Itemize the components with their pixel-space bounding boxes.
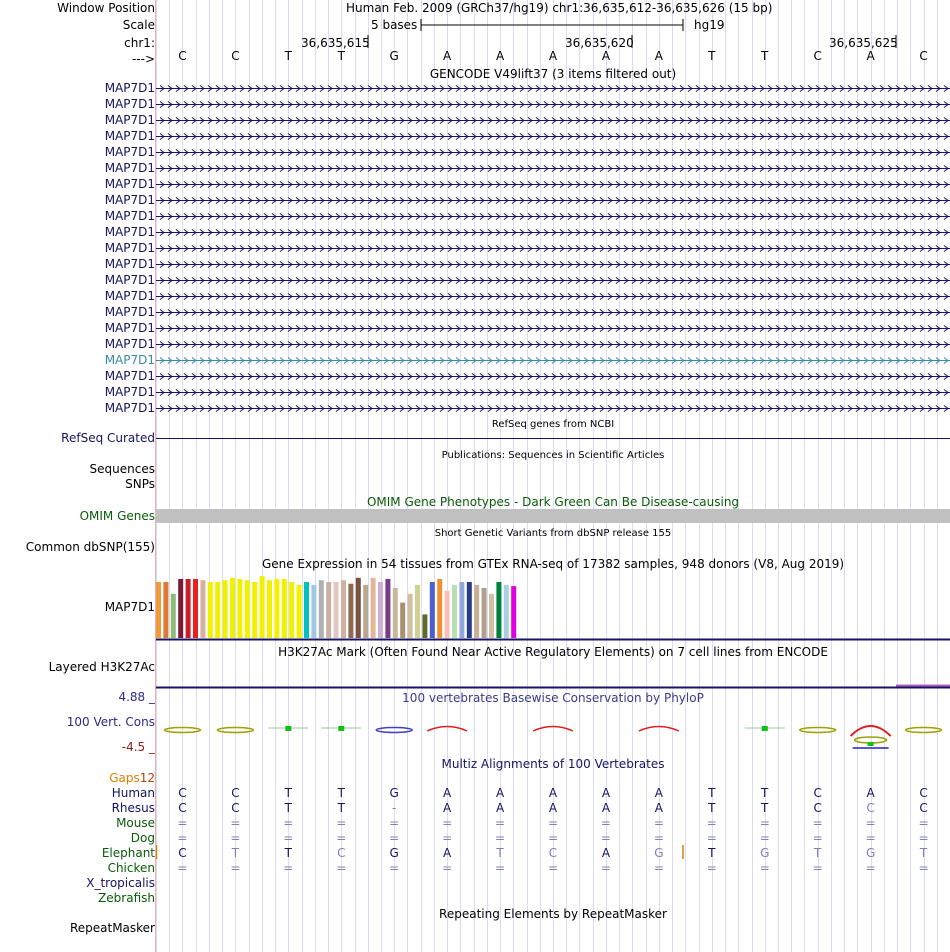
- multiz-aligned-base: =: [547, 831, 559, 845]
- multiz-aligned-base: T: [813, 846, 822, 860]
- multiz-aligned-base: C: [919, 801, 928, 815]
- multiz-aligned-base: =: [336, 831, 347, 845]
- multiz-aligned-base: =: [706, 816, 717, 830]
- multiz-aligned-base: =: [389, 831, 400, 845]
- multiz-aligned-base: G: [654, 846, 664, 860]
- conservation-max-label: 4.88 _: [118, 690, 155, 704]
- gencode-gene-label[interactable]: MAP7D1: [104, 401, 155, 415]
- multiz-aligned-base: =: [495, 831, 506, 845]
- multiz-aligned-base: =: [283, 831, 294, 845]
- reference-base: A: [654, 49, 663, 63]
- multiz-aligned-base: A: [443, 846, 452, 860]
- multiz-aligned-base: A: [495, 801, 505, 815]
- multiz-aligned-base: =: [759, 816, 770, 830]
- multiz-aligned-base: T: [708, 846, 716, 860]
- sequences-track-label[interactable]: Sequences: [89, 462, 155, 476]
- multiz-aligned-base: A: [548, 786, 558, 800]
- gencode-gene-label[interactable]: MAP7D1: [104, 305, 155, 319]
- gencode-gene-label[interactable]: MAP7D1: [104, 273, 155, 287]
- multiz-aligned-base: T: [284, 846, 292, 860]
- dbsnp-track-title: Short Genetic Variants from dbSNP release 155: [434, 528, 672, 539]
- multiz-aligned-base: A: [495, 786, 505, 800]
- multiz-aligned-base: C: [178, 846, 187, 860]
- multiz-aligned-base: =: [759, 831, 770, 845]
- multiz-aligned-base: A: [443, 801, 452, 815]
- refseq-track-label[interactable]: RefSeq Curated: [61, 431, 155, 445]
- multiz-aligned-base: T: [284, 786, 292, 800]
- omim-gene-bar[interactable]: [156, 509, 950, 523]
- multiz-aligned-base: A: [654, 786, 663, 800]
- multiz-species-label: Chicken: [107, 861, 155, 875]
- multiz-aligned-base: =: [177, 816, 188, 830]
- multiz-species-label: X_tropicalis: [86, 876, 155, 890]
- multiz-species-label: Dog: [130, 831, 155, 845]
- multiz-aligned-base: A: [443, 786, 452, 800]
- multiz-aligned-base: T: [337, 786, 345, 800]
- multiz-aligned-base: =: [812, 861, 823, 875]
- multiz-aligned-base: =: [865, 816, 876, 830]
- multiz-aligned-base: =: [706, 831, 717, 845]
- multiz-aligned-base: =: [230, 816, 241, 830]
- multiz-species-label: Rhesus: [111, 801, 155, 815]
- multiz-aligned-base: T: [337, 801, 345, 815]
- conservation-track-label[interactable]: 100 Vert. Cons: [66, 715, 155, 729]
- gencode-gene-label[interactable]: MAP7D1: [104, 145, 155, 159]
- repeatmasker-track-label[interactable]: RepeatMasker: [69, 921, 155, 935]
- multiz-aligned-base: =: [706, 861, 717, 875]
- gencode-gene-label[interactable]: MAP7D1: [104, 161, 155, 175]
- reference-base: C: [178, 49, 187, 63]
- gaps-label-text: Gaps: [109, 771, 140, 785]
- reference-base: A: [548, 49, 558, 63]
- publications-track-title: Publications: Sequences in Scientific Articles: [441, 450, 665, 461]
- reference-base: T: [708, 49, 716, 63]
- multiz-aligned-base: =: [495, 816, 506, 830]
- multiz-aligned-base: =: [918, 861, 929, 875]
- multiz-species-label: Zebrafish: [98, 891, 155, 905]
- omim-track-title: OMIM Gene Phenotypes - Dark Green Can Be Disease-causing: [366, 495, 740, 509]
- multiz-aligned-base: =: [389, 861, 400, 875]
- multiz-aligned-base: =: [177, 861, 188, 875]
- conservation-track-title: 100 vertebrates Basewise Conservation by PhyloP: [402, 691, 704, 705]
- gaps-label: [109, 771, 155, 785]
- multiz-aligned-base: =: [547, 861, 559, 875]
- reference-base: C: [231, 49, 240, 63]
- multiz-aligned-base: G: [760, 846, 770, 860]
- multiz-aligned-base: =: [865, 861, 876, 875]
- gtex-track-label[interactable]: MAP7D1: [104, 600, 155, 614]
- gencode-gene-label[interactable]: MAP7D1: [104, 353, 155, 367]
- gencode-gene-label[interactable]: MAP7D1: [104, 241, 155, 255]
- conservation-min-label: -4.5 _: [121, 740, 155, 754]
- gencode-gene-label[interactable]: MAP7D1: [104, 257, 155, 271]
- multiz-aligned-base: =: [600, 831, 611, 845]
- multiz-aligned-base: =: [230, 861, 241, 875]
- multiz-aligned-base: C: [813, 786, 822, 800]
- multiz-aligned-base: T: [284, 801, 292, 815]
- multiz-aligned-base: =: [336, 816, 347, 830]
- multiz-aligned-base: T: [761, 801, 769, 815]
- gencode-gene-label[interactable]: MAP7D1: [104, 81, 155, 95]
- multiz-aligned-base: =: [865, 831, 876, 845]
- multiz-aligned-base: =: [177, 831, 188, 845]
- multiz-aligned-base: A: [601, 786, 611, 800]
- reference-base: G: [389, 49, 399, 63]
- multiz-aligned-base: G: [389, 846, 399, 860]
- multiz-aligned-base: C: [548, 846, 558, 860]
- multiz-aligned-base: A: [548, 801, 558, 815]
- multiz-aligned-base: T: [919, 846, 928, 860]
- multiz-aligned-base: T: [708, 801, 716, 815]
- gencode-gene-label[interactable]: MAP7D1: [104, 129, 155, 143]
- multiz-species-label: Elephant: [101, 846, 155, 860]
- scale-label: Scale: [122, 18, 155, 32]
- h3k27ac-track-title: H3K27Ac Mark (Often Found Near Active Regulatory Elements) on 7 cell lines from ENCODE: [278, 645, 828, 659]
- reference-base: A: [443, 49, 452, 63]
- multiz-aligned-base: =: [653, 816, 664, 830]
- multiz-aligned-base: =: [389, 816, 400, 830]
- multiz-aligned-base: =: [812, 816, 823, 830]
- reference-base: A: [601, 49, 611, 63]
- track-display-area[interactable]: [156, 0, 950, 952]
- gencode-gene-label[interactable]: MAP7D1: [104, 321, 155, 335]
- reference-base: T: [284, 49, 292, 63]
- gencode-gene-label[interactable]: MAP7D1: [104, 177, 155, 191]
- gencode-gene-label[interactable]: MAP7D1: [104, 225, 155, 239]
- multiz-aligned-base: C: [231, 801, 240, 815]
- coord-tick-label: 36,635,615: [301, 36, 370, 50]
- window-position-text: Human Feb. 2009 (GRCh37/hg19) chr1:36,635,612-36,635,626 (15 bp): [346, 1, 773, 15]
- multiz-aligned-base: C: [231, 786, 240, 800]
- reference-base: T: [761, 49, 769, 63]
- multiz-aligned-base: =: [547, 816, 559, 830]
- multiz-track-title: Multiz Alignments of 100 Vertebrates: [441, 757, 665, 771]
- gencode-gene-label[interactable]: MAP7D1: [104, 97, 155, 111]
- multiz-aligned-base: T: [496, 846, 504, 860]
- multiz-aligned-base: =: [283, 861, 294, 875]
- chrom-label: chr1:: [124, 36, 155, 50]
- multiz-species-label: Mouse: [116, 816, 155, 830]
- multiz-aligned-base: =: [495, 861, 506, 875]
- gencode-track-title: GENCODE V49lift37 (3 items filtered out): [429, 67, 677, 81]
- multiz-aligned-base: =: [442, 861, 453, 875]
- multiz-aligned-base: T: [708, 786, 716, 800]
- scale-assembly-text: hg19: [694, 18, 725, 32]
- multiz-aligned-base: =: [230, 831, 241, 845]
- multiz-aligned-base: C: [178, 801, 187, 815]
- window-position-label: Window Position: [57, 1, 155, 15]
- multiz-species-label: Human: [111, 786, 155, 800]
- multiz-aligned-base: =: [442, 831, 453, 845]
- multiz-aligned-base: C: [866, 801, 875, 815]
- multiz-aligned-base: =: [283, 816, 294, 830]
- multiz-aligned-base: G: [865, 846, 876, 860]
- snps-track-label[interactable]: SNPs: [125, 477, 155, 491]
- gencode-gene-label[interactable]: MAP7D1: [104, 337, 155, 351]
- multiz-aligned-base: =: [336, 861, 347, 875]
- coord-tick-label: 36,635,620: [565, 36, 634, 50]
- multiz-aligned-base: =: [653, 831, 664, 845]
- gencode-gene-label[interactable]: MAP7D1: [104, 385, 155, 399]
- repeatmasker-track-title: Repeating Elements by RepeatMasker: [439, 907, 667, 921]
- gtex-track-title: Gene Expression in 54 tissues from GTEx RNA-seq of 17382 samples, 948 donors (V8, Aug 2019): [261, 557, 845, 571]
- multiz-aligned-base: =: [600, 861, 611, 875]
- reference-base: T: [337, 49, 345, 63]
- multiz-aligned-base: A: [866, 786, 875, 800]
- omim-track-label[interactable]: OMIM Genes: [79, 509, 155, 523]
- multiz-aligned-base: A: [601, 801, 611, 815]
- multiz-aligned-base: =: [918, 816, 929, 830]
- multiz-aligned-base: T: [761, 786, 769, 800]
- reference-base: A: [866, 49, 875, 63]
- gencode-gene-label[interactable]: MAP7D1: [104, 209, 155, 223]
- multiz-aligned-base: =: [600, 816, 611, 830]
- reference-base: C: [813, 49, 822, 63]
- dbsnp-track-label[interactable]: Common dbSNP(155): [25, 540, 155, 554]
- multiz-aligned-base: A: [654, 801, 663, 815]
- multiz-aligned-base: G: [389, 786, 399, 800]
- multiz-aligned-base: -: [392, 801, 397, 815]
- scale-bases-text: 5 bases: [371, 18, 418, 32]
- gencode-gene-label[interactable]: MAP7D1: [104, 369, 155, 383]
- multiz-aligned-base: =: [759, 861, 770, 875]
- coord-tick-label: 36,635,625: [829, 36, 898, 50]
- gencode-gene-label[interactable]: MAP7D1: [104, 193, 155, 207]
- multiz-aligned-base: C: [919, 786, 928, 800]
- multiz-aligned-base: =: [653, 861, 664, 875]
- h3k27ac-track-label[interactable]: Layered H3K27Ac: [48, 660, 155, 674]
- multiz-aligned-base: C: [337, 846, 346, 860]
- reference-base: C: [919, 49, 928, 63]
- gencode-gene-label[interactable]: MAP7D1: [104, 113, 155, 127]
- multiz-aligned-base: C: [813, 801, 822, 815]
- strand-label: --->: [131, 52, 155, 66]
- multiz-aligned-base: C: [178, 786, 187, 800]
- multiz-aligned-base: A: [601, 846, 611, 860]
- multiz-aligned-base: T: [231, 846, 240, 860]
- reference-base: A: [495, 49, 505, 63]
- multiz-aligned-base: =: [812, 831, 823, 845]
- track-labels-column: [0, 0, 155, 952]
- gencode-gene-label[interactable]: MAP7D1: [104, 289, 155, 303]
- multiz-aligned-base: =: [442, 816, 453, 830]
- refseq-track-title: RefSeq genes from NCBI: [491, 419, 615, 430]
- gaps-value: 12: [139, 771, 155, 785]
- multiz-aligned-base: =: [918, 831, 929, 845]
